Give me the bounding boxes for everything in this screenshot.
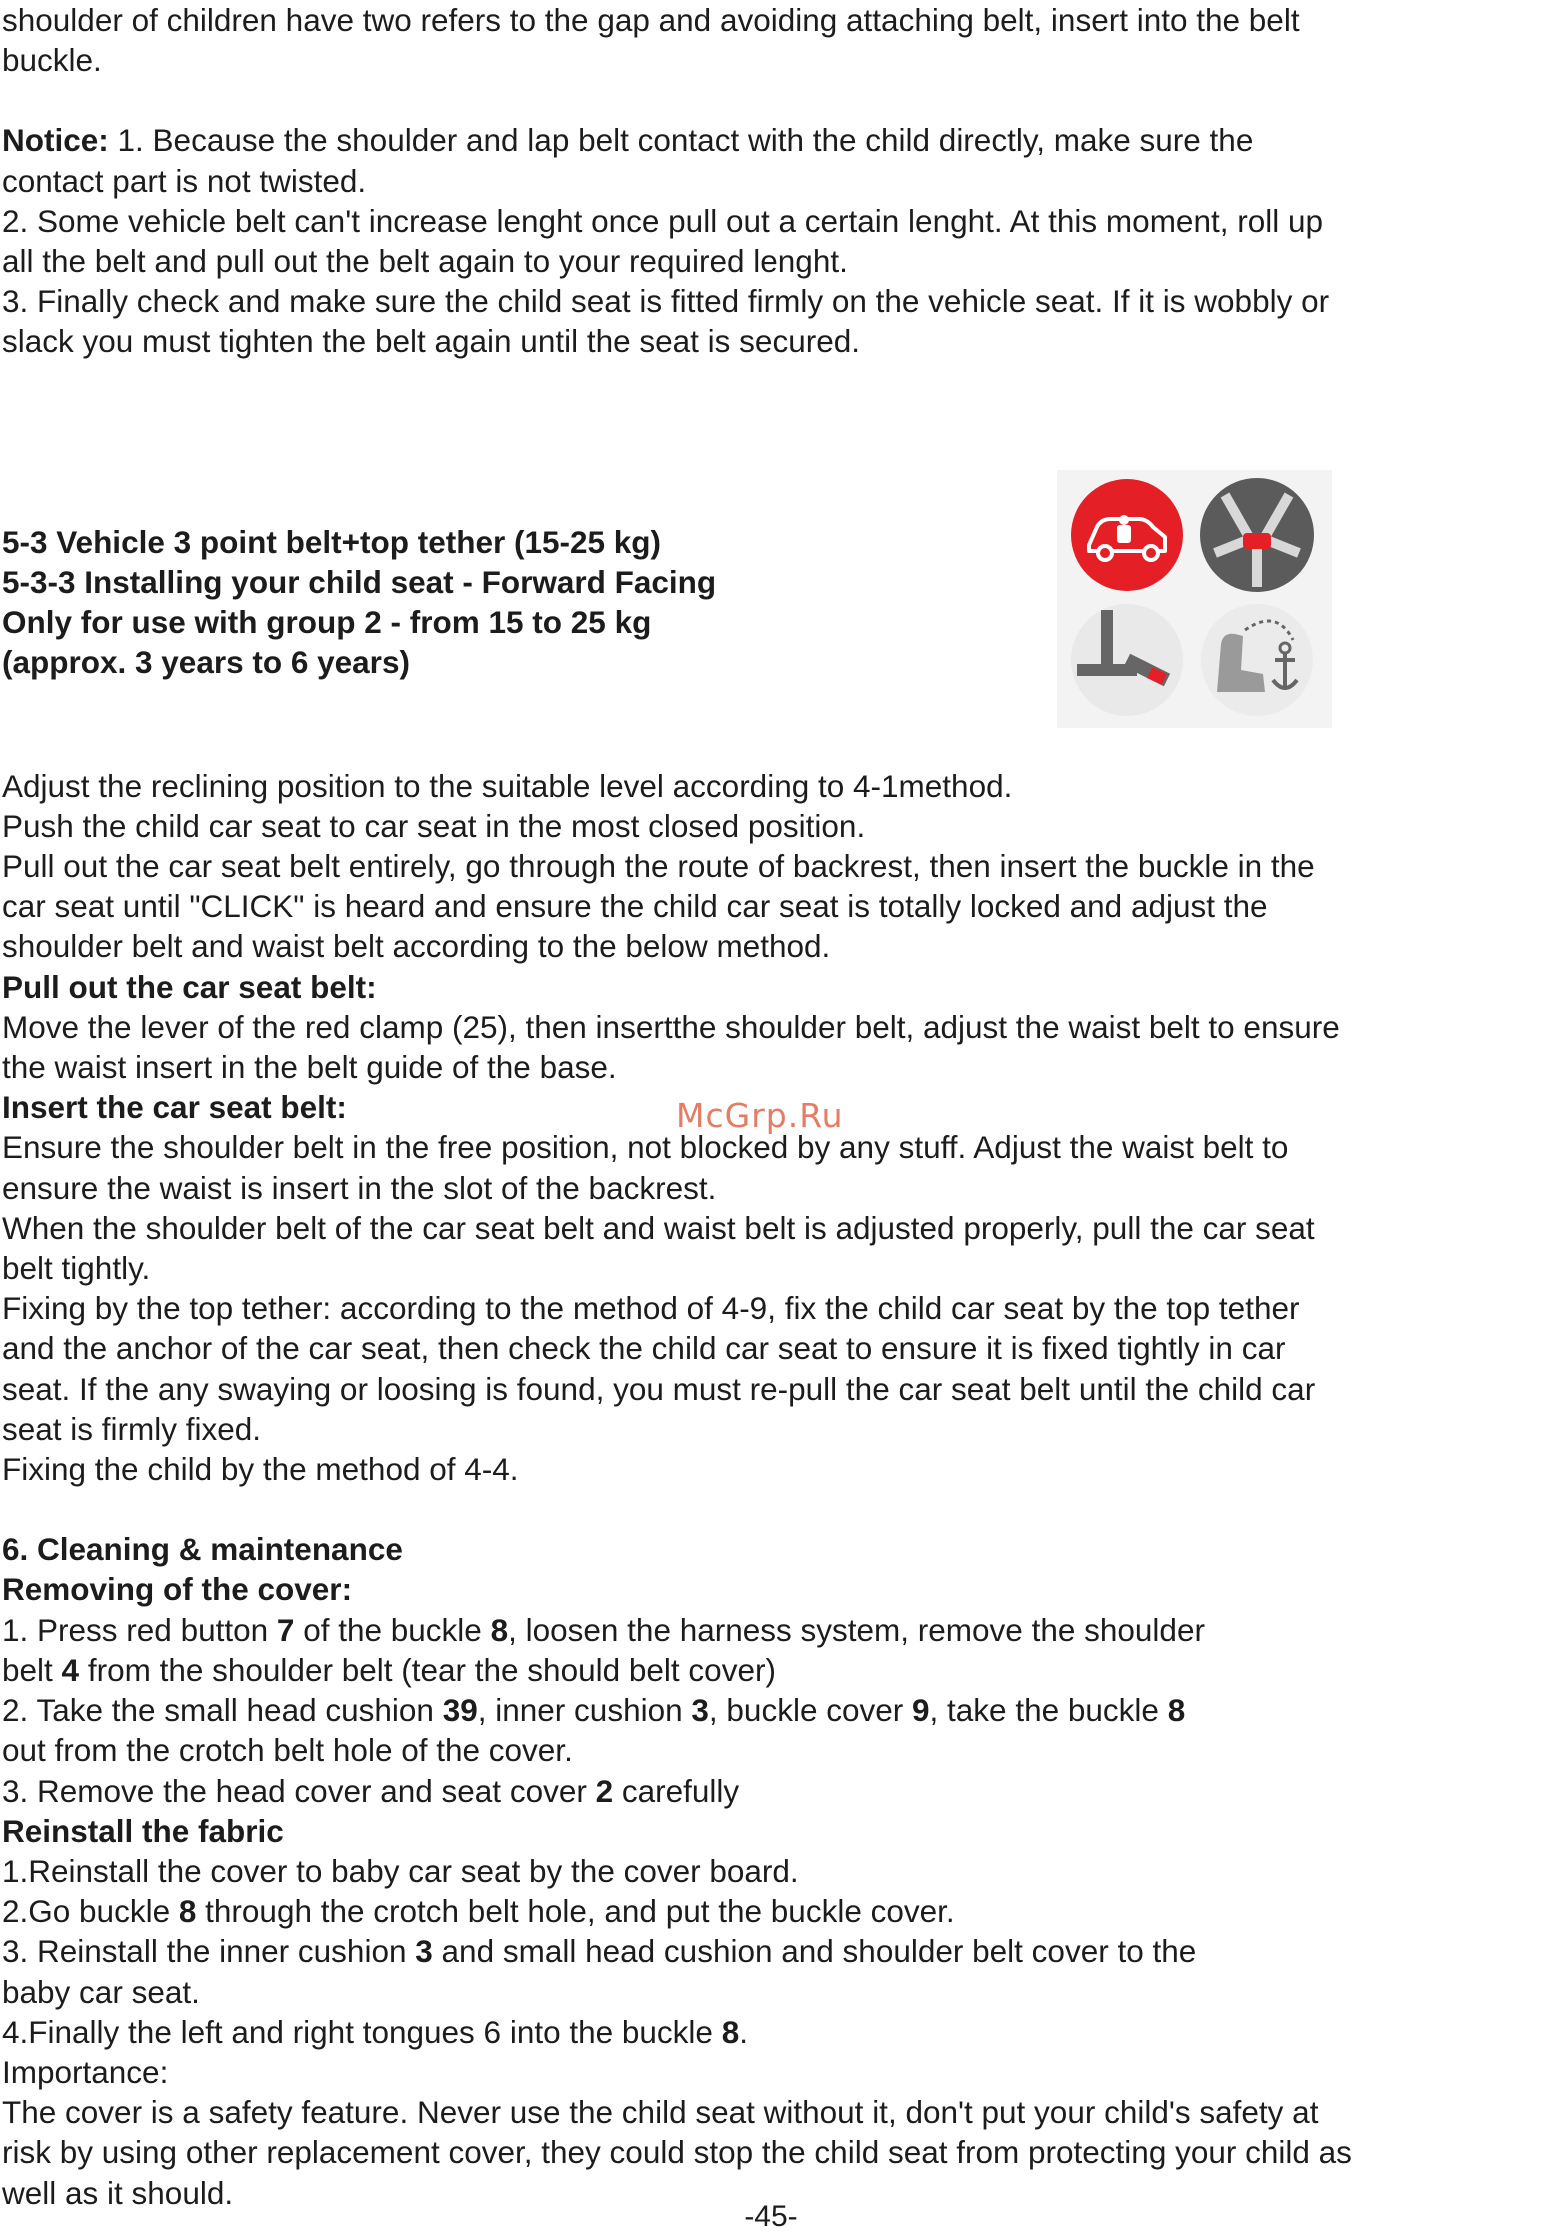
instruction-line: When the shoulder belt of the car seat belt and waist belt is adjusted properly, pull the car seat [2,1209,1315,1246]
instruction-line: 1. Press red button 7 of the buckle 8, loosen the harness system, remove the shoulder [2,1611,1205,1648]
instruction-line: ensure the waist is insert in the slot of the backrest. [2,1169,717,1206]
page-number: -45- [744,2200,798,2233]
instruction-line: 1.Reinstall the cover to baby car seat by the cover board. [2,1852,799,1889]
instruction-line: seat is firmly fixed. [2,1410,262,1447]
instruction-line: well as it should. [2,2174,234,2211]
instruction-line: baby car seat. [2,1973,200,2010]
notice-line: slack you must tighten the belt again until the seat is secured. [2,323,860,360]
subheading: Insert the car seat belt: [2,1089,347,1126]
instruction-line: seat. If the any swaying or loosing is found, you must re-pull the car seat belt until the child car [2,1370,1316,1407]
harness-icon [1197,475,1317,595]
seat-belt-icon [1067,600,1187,720]
instruction-line: Ensure the shoulder belt in the free position, not blocked by any stuff. Adjust the waist belt to [2,1129,1289,1166]
car-seat-forward-facing-icon [1067,475,1187,595]
top-tether-anchor-icon [1197,600,1317,720]
section-5-3-title: 5-3 Vehicle 3 point belt+top tether (15-25 kg) 5-3-3 Installing your child seat - Forward Facing Only for use with group 2 - from 15 to 25 kg (approx. 3 years to 6 years) [2,523,717,681]
subheading: Pull out the car seat belt: [2,968,377,1005]
notice-line: 2. Some vehicle belt can't increase lenght once pull out a certain lenght. At this moment, roll up [2,202,1324,239]
instruction-line: Push the child car seat to car seat in the most closed position. [2,807,866,844]
notice-line: contact part is not twisted. [2,162,367,199]
instruction-line: out from the crotch belt hole of the cover. [2,1732,573,1769]
instruction-line: car seat until "CLICK" is heard and ensure the child car seat is totally locked and adjust the [2,888,1268,925]
instruction-line: 2.Go buckle 8 through the crotch belt hole, and put the buckle cover. [2,1893,955,1930]
notice-line: all the belt and pull out the belt again to your required lenght. [2,243,848,280]
instruction-line: shoulder belt and waist belt according to the below method. [2,928,831,965]
intro-line: shoulder of children have two refers to the gap and avoiding attaching belt, insert into the belt [2,2,1300,38]
subheading: Reinstall the fabric [2,1812,284,1849]
usage-icons [1057,470,1332,728]
instruction-line: Fixing the child by the method of 4-4. [2,1451,519,1488]
instruction-line: 3. Reinstall the inner cushion 3 and small head cushion and shoulder belt cover to the [2,1933,1197,1970]
instruction-line: belt tightly. [2,1250,151,1287]
instruction-line: belt 4 from the shoulder belt (tear the should belt cover) [2,1651,776,1688]
instruction-line: risk by using other replacement cover, they could stop the child seat from protecting your child as [2,2134,1352,2171]
instruction-line: 3. Remove the head cover and seat cover 2 carefully [2,1772,740,1809]
instruction-line: Fixing by the top tether: according to the method of 4-9, fix the child car seat by the top tether [2,1290,1300,1327]
importance-label: Importance: [2,2053,169,2090]
notice-label: Notice: [2,122,109,159]
section-5-3-header [2,470,1538,750]
subheading: Removing of the cover: [2,1571,353,1608]
instruction-line: 4.Finally the left and right tongues 6 into the buckle 8. [2,2013,748,2050]
instruction-line: 2. Take the small head cushion 39, inner cushion 3, buckle cover 9, take the buckle 8 [2,1692,1186,1729]
watermark: McGrp.Ru [676,1096,844,1135]
section-6-title: 6. Cleaning & maintenance [2,1531,403,1568]
intro-line: buckle. [2,42,102,79]
instruction-line: Adjust the reclining position to the suitable level according to 4-1method. [2,767,1013,804]
notice-line: Notice: 1. Because the shoulder and lap belt contact with the child directly, make sure the [2,122,1254,159]
instruction-line: the waist insert in the belt guide of the base. [2,1049,617,1086]
instruction-line: Pull out the car seat belt entirely, go through the route of backrest, then insert the buckle in the [2,848,1315,885]
instruction-line: Move the lever of the red clamp (25), then insertthe shoulder belt, adjust the waist belt to ensure [2,1008,1340,1045]
notice-line: 3. Finally check and make sure the child seat is fitted firmly on the vehicle seat. If it is wobbly or [2,283,1330,320]
instruction-line: and the anchor of the car seat, then check the child car seat to ensure it is fixed tightly in car [2,1330,1286,1367]
instruction-line: The cover is a safety feature. Never use the child seat without it, don't put your child's safety at [2,2094,1319,2131]
